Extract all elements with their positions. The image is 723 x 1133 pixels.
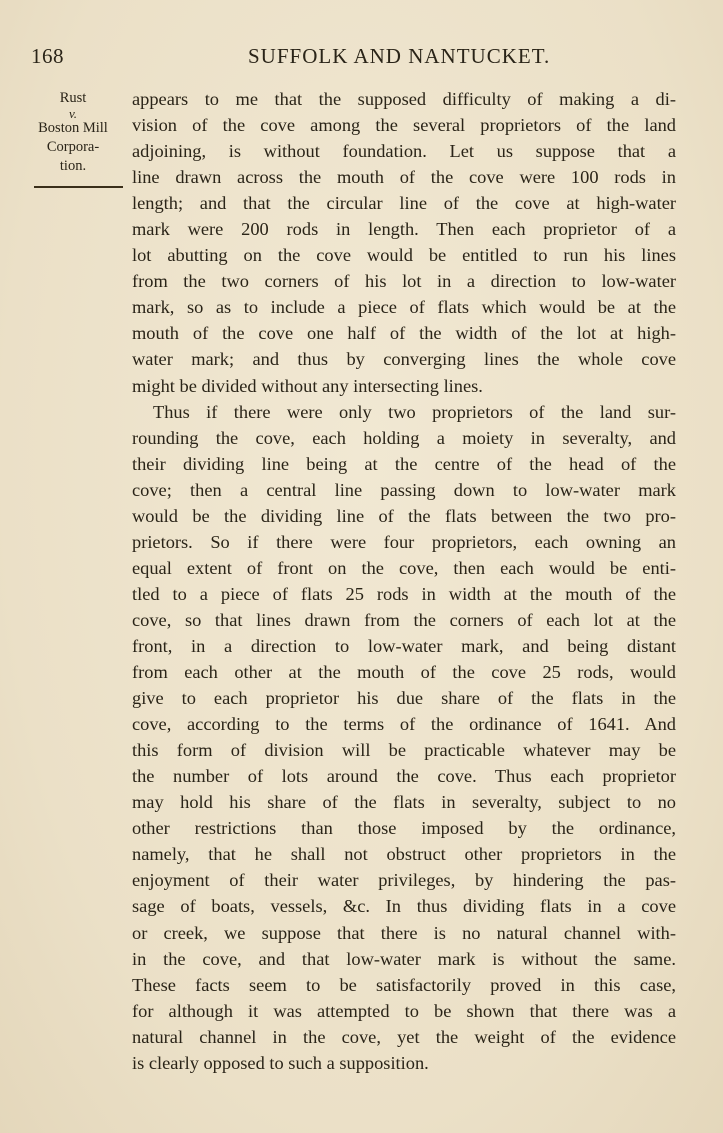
text-line: cove, so that lines drawn from the corners of each lot at the xyxy=(132,609,676,630)
margin-note-line: v. xyxy=(68,106,78,121)
running-head: SUFFOLK AND NANTUCKET. xyxy=(248,44,551,68)
page-number: 168 xyxy=(31,44,64,68)
text-line: adjoining, is without foundation. Let us suppose that a xyxy=(132,141,676,162)
page-header xyxy=(0,44,723,74)
text-line: may hold his share of the flats in severalty, subject to no xyxy=(132,792,676,813)
text-line: Thus if there were only two proprietors of the land sur- xyxy=(153,401,676,422)
text-line: rounding the cove, each holding a moiety in severalty, and xyxy=(132,427,676,448)
margin-note-rule xyxy=(34,186,123,188)
text-line: enjoyment of their water privileges, by hindering the pas- xyxy=(132,870,676,891)
text-line: equal extent of front on the cove, then each would be enti- xyxy=(132,557,676,578)
text-line: natural channel in the cove, yet the weight of the evidence xyxy=(132,1026,676,1047)
text-line: mouth of the cove one half of the width of the lot at high- xyxy=(132,323,676,344)
text-line: the number of lots around the cove. Thus each proprietor xyxy=(132,766,676,787)
text-line: lot abutting on the cove would be entitled to run his lines xyxy=(132,245,676,266)
text-line: is clearly opposed to such a supposition. xyxy=(132,1052,429,1073)
margin-note-line: Corpora- xyxy=(46,139,100,155)
text-line: from each other at the mouth of the cove 25 rods, would xyxy=(132,662,676,683)
text-line: mark were 200 rods in length. Then each proprietor of a xyxy=(132,219,676,240)
text-line: sage of boats, vessels, &c. In thus dividing flats in a cove xyxy=(132,896,676,917)
text-line: might be divided without any intersecting lines. xyxy=(132,375,483,396)
margin-note-line: Rust xyxy=(59,90,87,106)
text-line: appears to me that the supposed difficulty of making a di- xyxy=(132,89,676,109)
text-line: their dividing line being at the centre of the head of the xyxy=(132,453,676,474)
text-line: or creek, we suppose that there is no natural channel with- xyxy=(132,922,676,943)
margin-note xyxy=(22,89,124,176)
text-line: give to each proprietor his due share of the flats in the xyxy=(132,688,676,709)
text-line: vision of the cove among the several proprietors of the land xyxy=(132,115,676,136)
text-line: prietors. So if there were four proprietors, each owning an xyxy=(132,531,676,552)
text-line: tled to a piece of flats 25 rods in width at the mouth of the xyxy=(132,583,676,604)
text-line: line drawn across the mouth of the cove were 100 rods in xyxy=(132,167,676,188)
text-line: These facts seem to be satisfactorily proved in this case, xyxy=(132,974,676,995)
text-line: in the cove, and that low-water mark is without the same. xyxy=(132,948,676,969)
text-line: from the two corners of his lot in a direction to low-water xyxy=(132,271,676,292)
body-text xyxy=(132,86,676,1076)
text-line: other restrictions than those imposed by the ordinance, xyxy=(132,818,676,839)
text-line: cove, according to the terms of the ordinance of 1641. And xyxy=(132,714,676,735)
text-line: this form of division will be practicable whatever may be xyxy=(132,740,676,761)
text-line: front, in a direction to low-water mark, and being distant xyxy=(132,635,676,656)
text-line: length; and that the circular line of the cove at high-water xyxy=(132,193,676,214)
text-line: cove; then a central line passing down to low-water mark xyxy=(132,479,676,500)
text-line: would be the dividing line of the flats between the two pro- xyxy=(132,505,676,526)
margin-note-line: Boston Mill xyxy=(38,120,108,136)
margin-note-line: tion. xyxy=(59,158,87,174)
text-line: namely, that he shall not obstruct other proprietors in the xyxy=(132,844,676,865)
text-line: for although it was attempted to be shown that there was a xyxy=(132,1000,676,1021)
text-line: mark, so as to include a piece of flats which would be at the xyxy=(132,297,676,318)
text-line: water mark; and thus by converging lines the whole cove xyxy=(132,349,676,370)
